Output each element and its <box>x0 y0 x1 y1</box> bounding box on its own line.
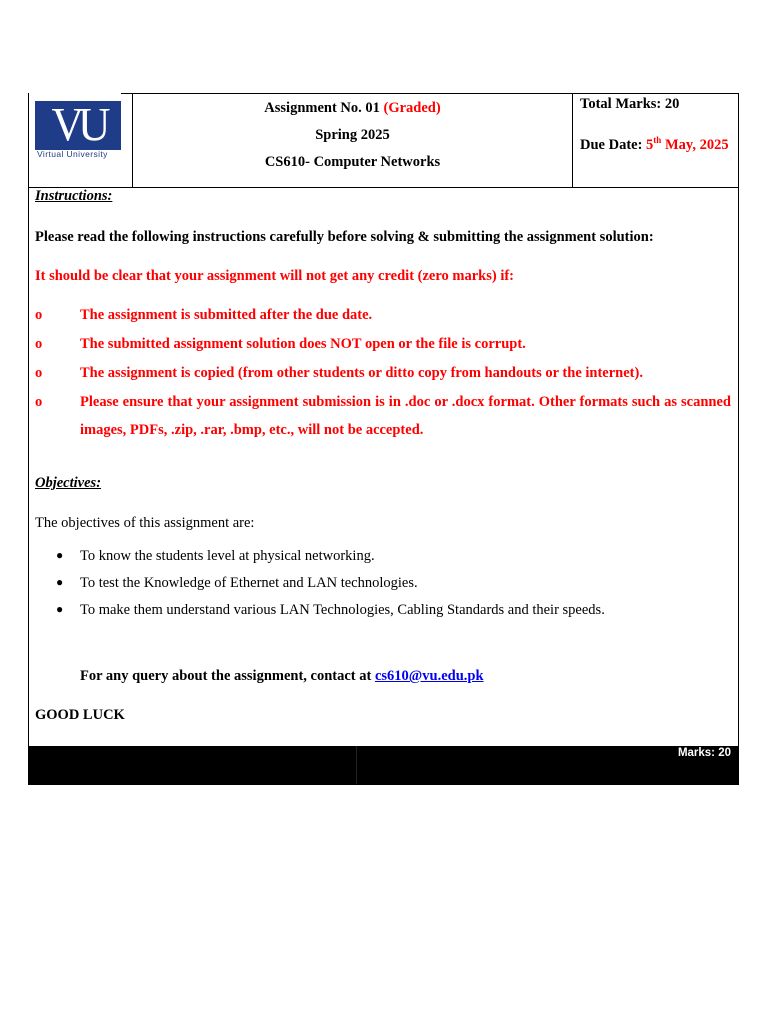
bullet-dot-icon: ● <box>56 602 64 616</box>
assignment-body <box>29 188 738 746</box>
instructions-intro: Please read the following instructions carefully before solving & submitting the assignment solution: <box>35 229 654 245</box>
semester: Spring 2025 <box>315 127 390 143</box>
total-marks: Total Marks: 20 <box>580 96 680 112</box>
bullet-dot-icon: ● <box>56 575 64 589</box>
vu-logo <box>35 98 121 152</box>
objective-item: To know the students level at physical networking. <box>80 548 375 564</box>
due-month-year: May, 2025 <box>661 136 729 153</box>
instruction-item: Please ensure that your assignment submission is in .doc or .docx format. Other formats such as scanned images, PDFs, .zip, .rar, .bmp, etc., will not be accepted. <box>80 394 731 438</box>
bullet-marker: o <box>35 394 43 410</box>
assignment-document <box>28 93 739 785</box>
logo-mark: VU <box>51 98 105 152</box>
logo-caption: Virtual University <box>37 149 108 159</box>
instructions-heading: Instructions: <box>35 188 113 204</box>
due-day: 5 <box>646 136 654 153</box>
objectives-heading: Objectives: <box>35 475 102 491</box>
logo-cell <box>29 94 133 187</box>
title-cell <box>133 94 573 187</box>
objective-item: To make them understand various LAN Technologies, Cabling Standards and their speeds. <box>80 602 605 618</box>
objective-item: To test the Knowledge of Ethernet and LAN technologies. <box>80 575 418 591</box>
instruction-item: The submitted assignment solution does NOT open or the file is corrupt. <box>80 336 526 352</box>
graded-label: (Graded) <box>383 100 441 116</box>
contact-email-link[interactable]: cs610@vu.edu.pk <box>374 668 484 684</box>
bullet-marker: o <box>35 365 43 381</box>
footer-left-cell <box>29 746 357 784</box>
objectives-intro: The objectives of this assignment are: <box>35 515 255 531</box>
course-title: CS610- Computer Networks <box>264 154 441 170</box>
bullet-marker: o <box>35 336 43 352</box>
contact-line <box>80 668 484 685</box>
bullet-marker: o <box>35 307 43 323</box>
assignment-title <box>133 95 572 122</box>
good-luck: GOOD LUCK <box>35 707 125 723</box>
instruction-item: The assignment is submitted after the due date. <box>80 307 373 323</box>
assignment-label: Assignment No. 01 <box>264 100 380 116</box>
footer-marks: Marks: 20 <box>677 747 731 759</box>
contact-text: For any query about the assignment, contact at <box>80 668 375 684</box>
marks-cell <box>573 94 738 187</box>
credit-warning: It should be clear that your assignment will not get any credit (zero marks) if: <box>35 268 515 284</box>
due-suffix: th <box>653 135 662 145</box>
assignment-header <box>29 94 738 188</box>
due-date <box>580 135 738 154</box>
due-label: Due Date: <box>580 136 647 153</box>
bullet-dot-icon: ● <box>56 548 64 562</box>
footer-bar <box>29 746 738 784</box>
instruction-item: The assignment is copied (from other students or ditto copy from handouts or the internet). <box>80 365 643 381</box>
